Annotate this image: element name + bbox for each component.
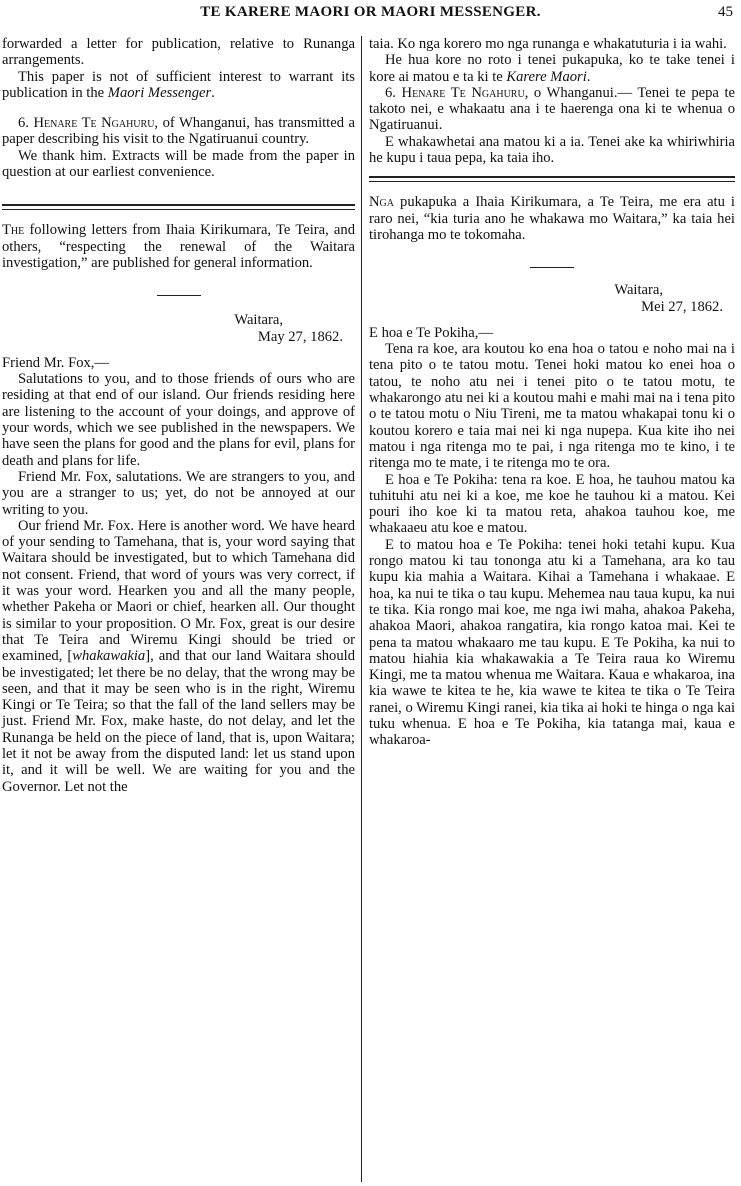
letters-intro: The following letters from Ihaia Kirikumara, Te Teira, and others, “respecting the renewal of the Waitara investigation,” are published for general information. [2, 222, 355, 271]
maori-column [369, 36, 735, 749]
publication-title: Karere Maori [506, 68, 587, 85]
dateline: Waitara, Mei 27, 1862. [614, 282, 723, 315]
letter-paragraph-2: Friend Mr. Fox, salutations. We are strangers to you, and you are a stranger to us; yet, do not be annoyed at our writing to you. [2, 468, 355, 518]
column-divider [361, 36, 362, 1182]
running-title: TE KARERE MAORI OR MAORI MESSENGER. [200, 4, 541, 20]
section-rule [369, 176, 735, 182]
section-rule [2, 204, 355, 210]
letter-paragraph-3: Our friend Mr. Fox. Here is another word. We have heard of your sending to Tamehana, that is, your word saying that Waitara should be investigated, but to which Tamehana did not consent. Friend, that word of yours was very correct, if it was your word. Hearken you and all the many people, whether Pakeha or Maori or chief, hearken all. Our thought is similar to your proposition. O Mr. Fox, great is our desire that Te Teira and Wiremu Kingi should be tried or examined, [whakawakia], and that our land Waitara should be investigated; let there be no delay, that the wrong may be seen, and that it may be seen who is in the right, Wiremu Kingi or Te Teira; so that the fall of the land sellers may be just. Friend Mr. Fox, make haste, do not delay, and let the Runanga be held on the piece of land, that is, upon Waitara; let it not be away from the disputed land: let us stand upon it, and it will be well. We are waiting for you and the Governor. Let not the [2, 517, 355, 795]
publication-note: He hua kore no roto i tenei pukapuka, ko te take tenei i kore ai matou e ta ki te Karere Maori. [369, 52, 735, 85]
item-6-name: Henare Te Ngahuru [401, 84, 525, 101]
letter-paragraph-1: Salutations to you, and to those friends of ours who are residing at that end of our island. Our friends residing here are listening to the account of your doings, and approve of your words, which we see published in the newspapers. We have seen the plans for good and the plans for evil, plans for death and plans for life. [2, 371, 355, 469]
letter-paragraph-2: E hoa e Te Pokiha: tena ra koe. E hoa, he tauhou matou ka tuhituhi atu nei ki a koe, me koe he tauhou ki a matou. Kei pouri iho koe ki ta matou reta, ahakoa tauhou koe, me whakaaeu atu koe e matou. [369, 471, 735, 537]
runanga-note: forwarded a letter for publication, relative to Runanga arrangements. [2, 36, 355, 69]
dateline: Waitara, May 27, 1862. [234, 312, 343, 345]
item-6: 6. Henare Te Ngahuru, of Whanganui, has transmitted a paper describing his visit to the Ngatiruanui country. [2, 115, 355, 148]
page-number: 45 [718, 4, 733, 20]
publication-title: Maori Messenger [107, 84, 212, 101]
item-6: 6. Henare Te Ngahuru, o Whanganui.— Tenei te pepa te takoto nei, e whakaatu ana i te haerenga ona ki te whenua o Ngatiruanui. [369, 84, 735, 134]
item-6-reply: We thank him. Extracts will be made from the paper in question at our earliest convenience. [2, 147, 355, 181]
salutation: Friend Mr. Fox,— [2, 354, 110, 371]
page-header [0, 4, 741, 28]
letters-intro: Nga pukapuka a Ihaia Kirikumara, a Te Teira, me era atu i raro nei, “kia turia ano he whakawa mo Waitara,” ka taia hei tirohanga mo te tokomaha. [369, 194, 735, 243]
publication-note: This paper is not of sufficient interest to warrant its publication in the Maori Messenger. [2, 68, 355, 101]
item-6-reply: E whakawhetai ana matou ki a ia. Tenei ake ka whiriwhiria he kupu i taua pepa, ka taia iho. [369, 133, 735, 167]
letter-paragraph-3: E to matou hoa e Te Pokiha: tenei hoki tetahi kupu. Kua rongo matou ki tau tononga atu ki a Tamehana, ara ko tau kupu kia mahia a Waitara. Kihai a Tamehana i whakaae. E hoa, ka nui te tika o tau kupu. Mehemea nau taua kupu, ka nui te tika. Kia rongo mai koe, me nga iwi maha, ahakoa Pakeha, ahakoa Maori, ahakoa rangatira, kia rongo katoa mai. Kei te pena ta matou whakaaro me tau kupu. E Te Pokiha, ka nui to matou hiahia kia whakawakia a Te Teira raua ko Wiremu Kingi, me ta matou whenua me Waitara. Kaua e whakaroa, ina kia wawe te kitea te he, kia wawe te kitea te tika o Te Teira ranei, o Wiremu Kingi ranei, kia tika ai hoki te hinga o nga kai tuku whenua. E hoa e Te Pokiha, kia tatanga mai, kaua e whakaroa- [369, 536, 735, 749]
english-column [2, 36, 355, 795]
letter-paragraph-1: Tena ra koe, ara koutou ko ena hoa o tatou e noho mai na i tena pito o te tatou motu. Tenei hoki matou ko enei hoa o tatou, te noho atu nei i tenei pito o te tatou motu, te whakarongo atu nei ki a koutou mahi e mahi mai na i tena pito o te tatou motu o Niu Tireni, me ta matou whakapai tonu ki o koutou korero e taia mai nei ki nga nupepa. Kua kite iho nei matou i nga ritenga mo te pai, i nga ritenga mo te kino, i te ritenga mo te mate, i te ritenga mo te ora. [369, 341, 735, 472]
salutation: E hoa e Te Pokiha,— [369, 324, 493, 341]
item-6-name: Henare Te Ngahuru [33, 115, 155, 132]
runanga-note: taia. Ko nga korero mo nga runanga e whakatuturia i ia wahi. [369, 36, 727, 52]
